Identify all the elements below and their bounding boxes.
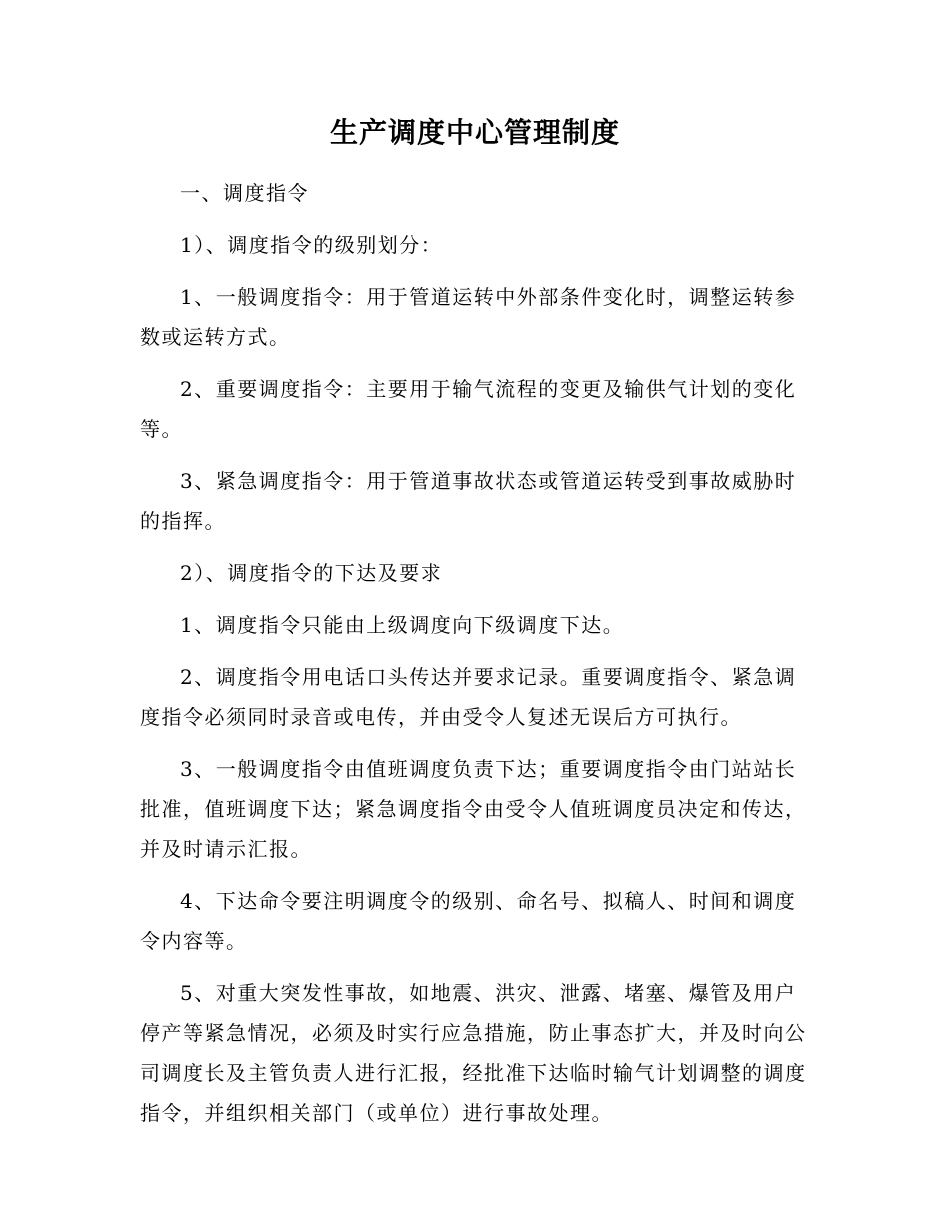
paragraph-emergency-order: 3、紧急调度指令：用于管道事故状态或管道运转受到事故威胁时的指挥。: [140, 469, 797, 533]
paragraph-issuance-rule-1: 1、调度指令只能由上级调度向下级调度下达。: [180, 613, 625, 637]
paragraph-issuance-rule-5: 5、对重大突发性事故，如地震、洪灾、泄露、堵塞、爆管及用户停产等紧急情况，必须及时实行应急措施，防止事态扩大，并及时向公司调度长及主管负责人进行汇报，经批准下达临时输气计划调整的调度指令，并组织相关部门（或单位）进行事故处理。: [140, 981, 807, 1125]
paragraph-important-order: 2、重要调度指令：主要用于输气流程的变更及输供气计划的变化等。: [140, 377, 797, 441]
paragraph-issuance-rule-2: 2、调度指令用电话口头传达并要求记录。重要调度指令、紧急调度指令必须同时录音或电传，并由受令人复述无误后方可执行。: [140, 665, 797, 729]
paragraph-general-order: 1、一般调度指令：用于管道运转中外部条件变化时，调整运转参数或运转方式。: [140, 285, 797, 349]
subsection-heading-order-issuance: 2）、调度指令的下达及要求: [180, 561, 443, 585]
document-title: 生产调度中心管理制度: [329, 116, 620, 149]
section-heading-dispatch-orders: 一、调度指令: [180, 181, 309, 205]
paragraph-issuance-rule-3: 3、一般调度指令由值班调度负责下达；重要调度指令由门站站长批准，值班调度下达；紧急调度指令由受令人值班调度员决定和传达，并及时请示汇报。: [140, 757, 807, 861]
subsection-heading-order-levels: 1）、调度指令的级别划分：: [180, 233, 443, 257]
paragraph-issuance-rule-4: 4、下达命令要注明调度令的级别、命名号、拟稿人、时间和调度令内容等。: [140, 889, 797, 953]
